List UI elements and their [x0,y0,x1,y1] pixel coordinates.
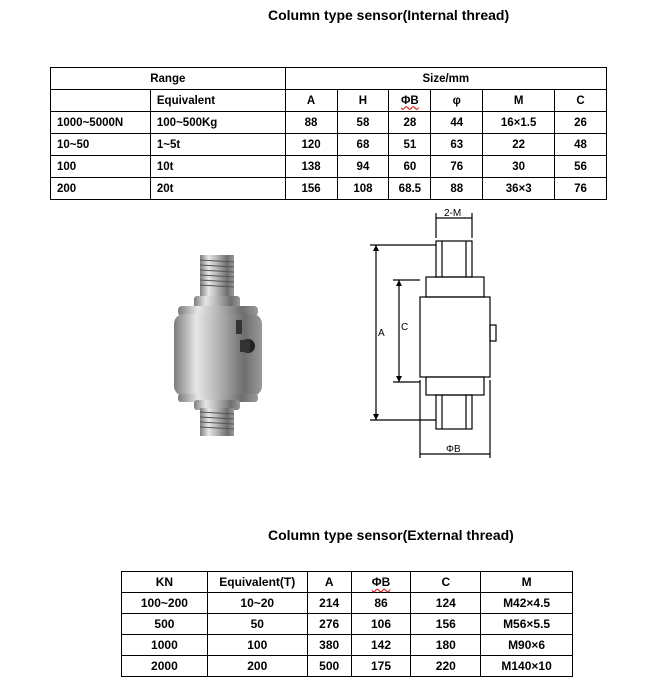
cell: 380 [307,635,351,656]
c-header: C [411,572,481,593]
cell: 2000 [122,656,208,677]
cell: 56 [555,156,607,178]
cell: 200 [51,178,151,200]
col-b-text: ΦB [400,94,419,107]
cell: 51 [389,134,431,156]
external-thread-table [121,571,573,677]
cell: 106 [351,614,411,635]
label-2m: 2-M [444,208,462,219]
cell: 76 [431,156,483,178]
dimension-drawing [360,205,540,465]
col-m-header: M [483,90,555,112]
kn-header: KN [122,572,208,593]
cell: 86 [351,593,411,614]
cell: 200 [207,656,307,677]
cell: 16×1.5 [483,112,555,134]
label-b: ΦB [446,444,461,455]
col-phi-header: φ [431,90,483,112]
cell: 156 [411,614,481,635]
cell: 120 [285,134,337,156]
cell: 214 [307,593,351,614]
cell: 1000 [122,635,208,656]
col-a-header: A [285,90,337,112]
header-row [51,68,607,90]
sensor-photo [160,250,280,440]
cell: 28 [389,112,431,134]
internal-thread-title: Column type sensor(Internal thread) [268,7,510,23]
b-header-text: ΦB [371,575,391,589]
cell: 22 [483,134,555,156]
cell: 220 [411,656,481,677]
range-header: Range [51,68,286,90]
table-row [51,112,607,134]
b-header [351,572,411,593]
cell: M140×10 [481,656,573,677]
cell: 180 [411,635,481,656]
size-header: Size/mm [285,68,606,90]
label-c: C [401,322,409,333]
cell: 1~5t [150,134,285,156]
external-thread-title: Column type sensor(External thread) [268,527,514,543]
sensor-body [174,314,262,396]
cell: 68.5 [389,178,431,200]
cell: 50 [207,614,307,635]
cell: 124 [411,593,481,614]
cell: 10~20 [207,593,307,614]
cell: 156 [285,178,337,200]
empty-cell [51,90,151,112]
cell: 36×3 [483,178,555,200]
cell: 1000~5000N [51,112,151,134]
table-row [51,134,607,156]
cell: 88 [431,178,483,200]
cell: 100 [207,635,307,656]
cell: 20t [150,178,285,200]
equivalent-t-header: Equivalent(T) [207,572,307,593]
table-row [51,178,607,200]
cell: 76 [555,178,607,200]
bottom-thread [200,408,234,436]
col-c-header: C [555,90,607,112]
cell: M90×6 [481,635,573,656]
col-b-header [389,90,431,112]
cell: 30 [483,156,555,178]
cell: M56×5.5 [481,614,573,635]
cell: 68 [337,134,389,156]
cell: 100~500Kg [150,112,285,134]
table-row [51,156,607,178]
cell: M42×4.5 [481,593,573,614]
cell: 60 [389,156,431,178]
cell: 10t [150,156,285,178]
cell: 500 [307,656,351,677]
cell: 276 [307,614,351,635]
col-h-header: H [337,90,389,112]
cell: 48 [555,134,607,156]
cell: 63 [431,134,483,156]
table-row [122,635,573,656]
cell: 108 [337,178,389,200]
cell: 94 [337,156,389,178]
label-a: A [378,328,385,339]
table-row [122,614,573,635]
cell: 44 [431,112,483,134]
top-thread [200,255,234,297]
table-row [122,656,573,677]
table-row [122,593,573,614]
cell: 26 [555,112,607,134]
internal-thread-table [50,67,607,200]
header-row [122,572,573,593]
cell: 10~50 [51,134,151,156]
cell: 100~200 [122,593,208,614]
cell: 88 [285,112,337,134]
cell: 500 [122,614,208,635]
subheader-row [51,90,607,112]
cell: 142 [351,635,411,656]
a-header: A [307,572,351,593]
m-header: M [481,572,573,593]
cell: 100 [51,156,151,178]
cell: 138 [285,156,337,178]
cell: 58 [337,112,389,134]
equivalent-header: Equivalent [150,90,285,112]
cell: 175 [351,656,411,677]
